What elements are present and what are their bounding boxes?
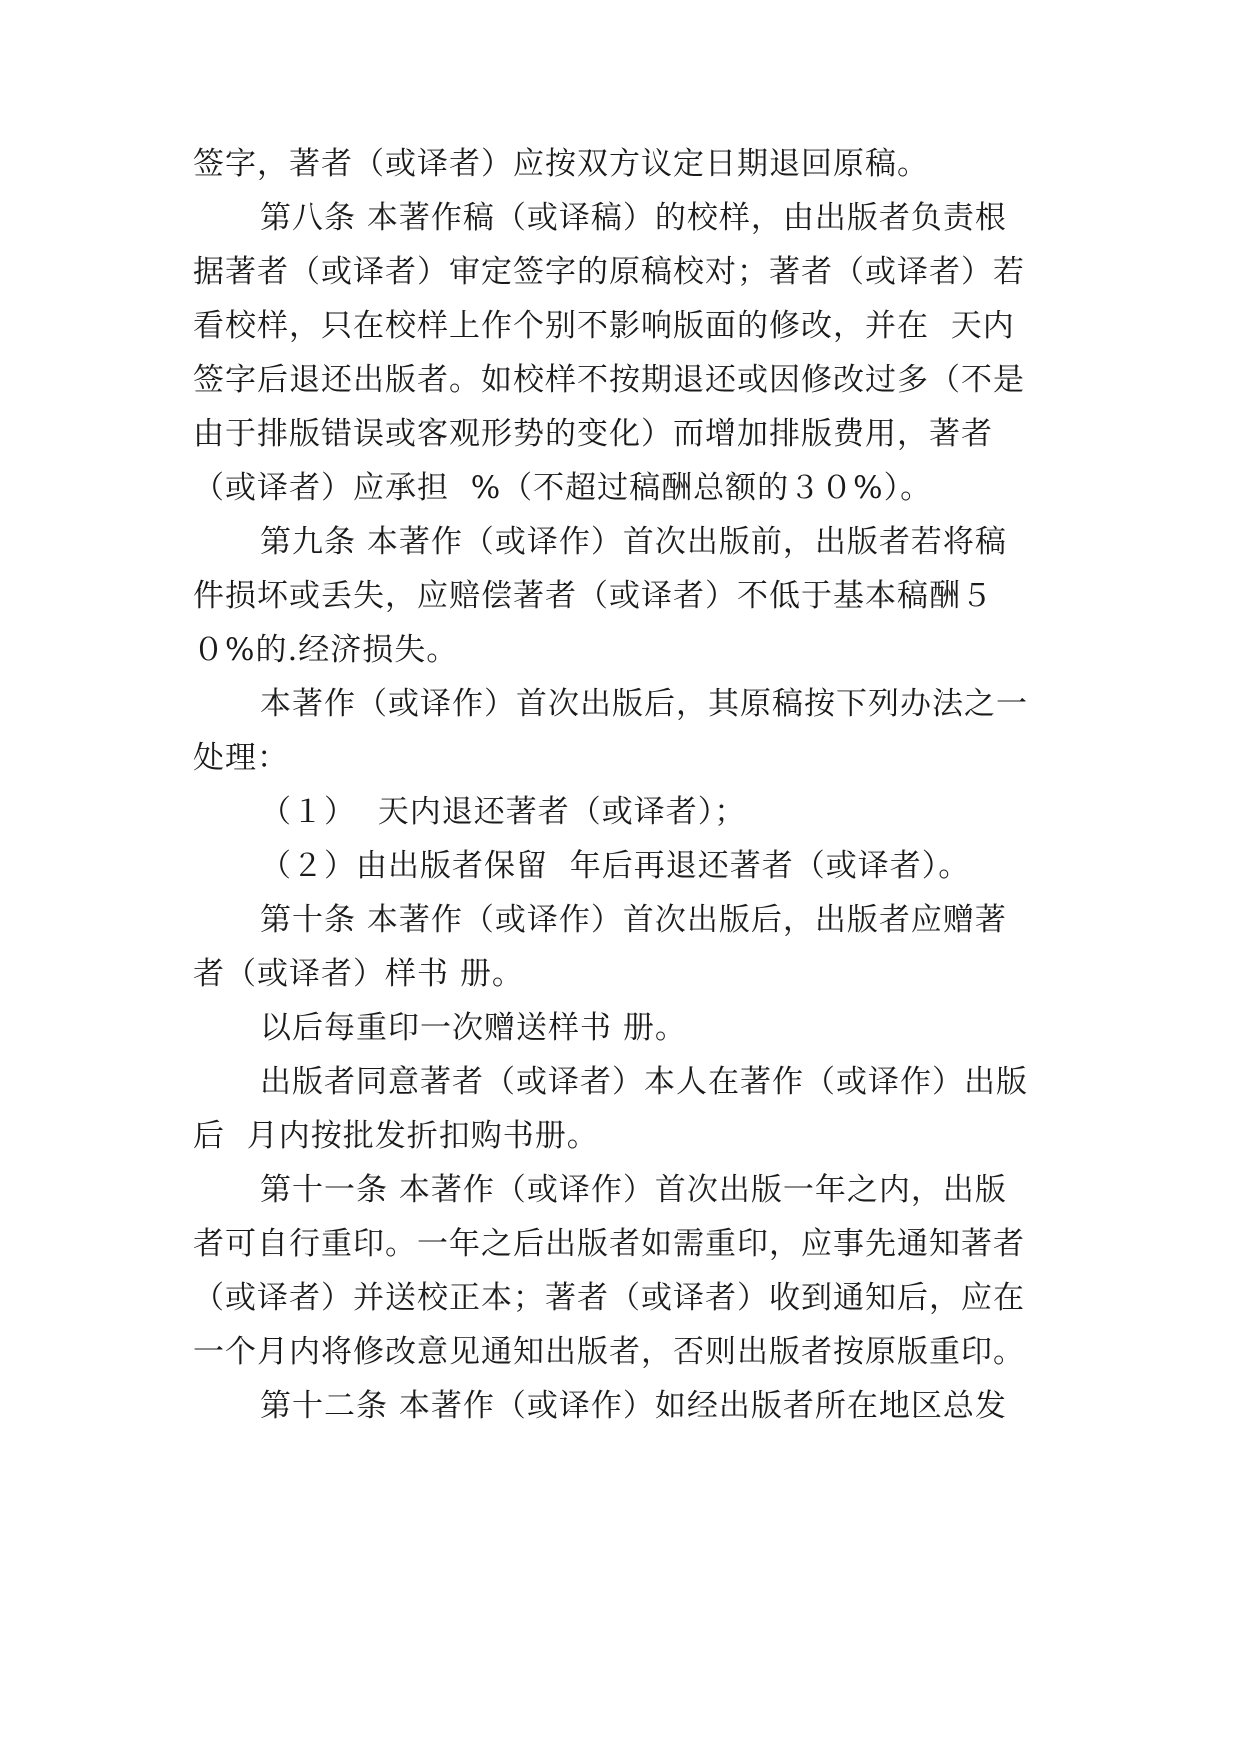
text-line: 者可自行重印。一年之后出版者如需重印，应事先通知著者 (193, 1226, 1025, 1262)
list-item-2: （２）由出版者保留 年后再退还著者（或译者）。 (260, 848, 971, 884)
paragraph-start-line: 以后每重印一次赠送样书 册。 (260, 1010, 687, 1046)
paragraph-start-line: 本著作（或译作）首次出版后，其原稿按下列办法之一 (260, 686, 1028, 722)
text-line: 由于排版错误或客观形势的变化）而增加排版费用，著者 (193, 416, 993, 452)
article-8-heading-line: 第八条 本著作稿（或译稿）的校样，由出版者负责根 (260, 200, 1007, 236)
text-line: 据著者（或译者）审定签字的原稿校对；著者（或译者）若 (193, 254, 1025, 290)
text-line: 看校样，只在校样上作个别不影响版面的修改，并在 天内 (193, 308, 1015, 344)
article-9-heading-line: 第九条 本著作（或译作）首次出版前，出版者若将稿 (260, 524, 1007, 560)
article-12-heading-line: 第十二条 本著作（或译作）如经出版者所在地区总发 (260, 1388, 1007, 1424)
article-11-heading-line: 第十一条 本著作（或译作）首次出版一年之内，出版 (260, 1172, 1007, 1208)
text-line: （或译者）并送校正本；著者（或译者）收到通知后，应在 (193, 1280, 1025, 1316)
text-line: （或译者）应承担 %（不超过稿酬总额的３０%）。 (193, 470, 933, 506)
text-line: 件损坏或丢失，应赔偿著者（或译者）不低于基本稿酬５ (193, 578, 993, 614)
text-line: 者（或译者）样书 册。 (193, 956, 524, 992)
article-10-heading-line: 第十条 本著作（或译作）首次出版后，出版者应赠著 (260, 902, 1007, 938)
text-line: 签字，著者（或译者）应按双方议定日期退回原稿。 (193, 146, 929, 182)
list-item-1: （１） 天内退还著者（或译者）； (260, 794, 747, 830)
text-line: 签字后退还出版者。如校样不按期退还或因修改过多（不是 (193, 362, 1025, 398)
text-line: 一个月内将修改意见通知出版者，否则出版者按原版重印。 (193, 1334, 1025, 1370)
text-line: 处理： (193, 740, 289, 776)
text-line: ０%的.经济损失。 (193, 632, 459, 668)
paragraph-start-line: 出版者同意著者（或译者）本人在著作（或译作）出版 (260, 1064, 1028, 1100)
text-line: 后 月内按批发折扣购书册。 (193, 1118, 599, 1154)
